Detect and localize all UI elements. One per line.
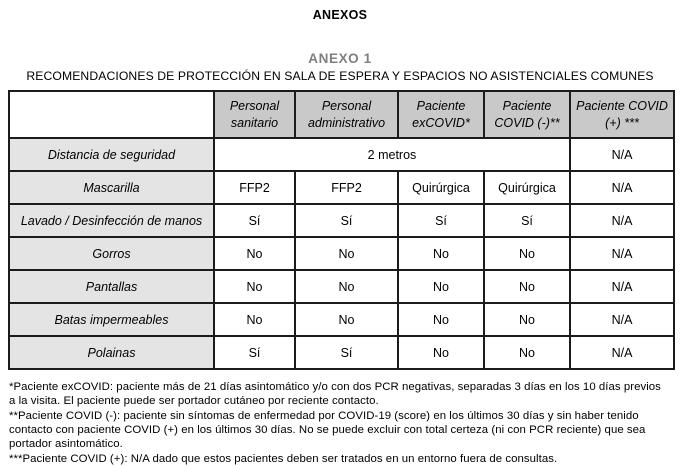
cell-value: Sí xyxy=(295,336,398,369)
cell-value: N/A xyxy=(570,237,674,270)
cell-value: No xyxy=(214,270,295,303)
cell-value: N/A xyxy=(570,204,674,237)
column-header-paciente-covid-negativo: Paciente COVID (-)** xyxy=(484,91,570,138)
cell-value: No xyxy=(295,237,398,270)
table-row-batas xyxy=(9,303,674,336)
cell-value: No xyxy=(295,303,398,336)
table-row-distancia xyxy=(9,138,674,171)
column-header-personal-sanitario: Personal sanitario xyxy=(214,91,295,138)
footnote-excovid: *Paciente exCOVID: paciente más de 21 días asintomático y/o con dos PCR negativas, separadas 3 días en los 10 días previos a la visita. El paciente puede ser portador cutáneo por reciente contacto. xyxy=(9,381,661,408)
cell-value: No xyxy=(214,303,295,336)
row-label: Pantallas xyxy=(9,270,214,303)
cell-value: N/A xyxy=(570,303,674,336)
row-label: Batas impermeables xyxy=(9,303,214,336)
cell-value: Sí xyxy=(214,336,295,369)
cell-value: No xyxy=(398,336,484,369)
footnote-covid-negativo: **Paciente COVID (-): paciente sin síntomas de enfermedad por COVID-19 (score) en los últimos 30 días y sin haber tenido contacto con paciente COVID (+) en los últimos 30 días. No se puede excluir con total certeza (ni con PCR reciente) que sea portador asintomático. xyxy=(9,409,646,451)
cell-value: Quirúrgica xyxy=(484,171,570,204)
row-label: Lavado / Desinfección de manos xyxy=(9,204,214,237)
cell-value: No xyxy=(214,237,295,270)
cell-value: No xyxy=(484,303,570,336)
cell-value: Quirúrgica xyxy=(398,171,484,204)
page-title: ANEXOS xyxy=(312,8,368,22)
cell-value: FFP2 xyxy=(214,171,295,204)
table-row-lavado xyxy=(9,204,674,237)
cell-value: Sí xyxy=(214,204,295,237)
table-row-mascarilla xyxy=(9,171,674,204)
cell-value-spanned: 2 metros xyxy=(214,138,570,171)
cell-value: N/A xyxy=(570,138,674,171)
cell-value: No xyxy=(295,270,398,303)
cell-value: No xyxy=(484,336,570,369)
table-row-gorros xyxy=(9,237,674,270)
cell-value: Sí xyxy=(484,204,570,237)
cell-value: N/A xyxy=(570,270,674,303)
corner-blank-cell xyxy=(9,91,214,138)
annex-heading: RECOMENDACIONES DE PROTECCIÓN EN SALA DE ESPERA Y ESPACIOS NO ASISTENCIALES COMUNES xyxy=(26,69,654,83)
table-row-polainas xyxy=(9,336,674,369)
cell-value: No xyxy=(484,270,570,303)
header-row xyxy=(9,91,674,138)
protection-recommendations-table xyxy=(8,90,675,370)
row-label: Gorros xyxy=(9,237,214,270)
cell-value: N/A xyxy=(570,336,674,369)
cell-value: FFP2 xyxy=(295,171,398,204)
cell-value: No xyxy=(398,237,484,270)
cell-value: N/A xyxy=(570,171,674,204)
row-label: Mascarilla xyxy=(9,171,214,204)
cell-value: No xyxy=(398,303,484,336)
footnotes xyxy=(9,380,670,466)
cell-value: Sí xyxy=(295,204,398,237)
row-label: Distancia de seguridad xyxy=(9,138,214,171)
annex-label: ANEXO 1 xyxy=(308,51,372,66)
footnote-covid-positivo: ***Paciente COVID (+): N/A dado que estos pacientes deben ser tratados en un entorno fuera de consultas. xyxy=(9,452,558,465)
column-header-paciente-excovid: Paciente exCOVID* xyxy=(398,91,484,138)
table-row-pantallas xyxy=(9,270,674,303)
column-header-personal-administrativo: Personal administrativo xyxy=(295,91,398,138)
cell-value: No xyxy=(398,270,484,303)
cell-value: Sí xyxy=(398,204,484,237)
row-label: Polainas xyxy=(9,336,214,369)
cell-value: No xyxy=(484,237,570,270)
column-header-paciente-covid-positivo: Paciente COVID (+) *** xyxy=(570,91,674,138)
